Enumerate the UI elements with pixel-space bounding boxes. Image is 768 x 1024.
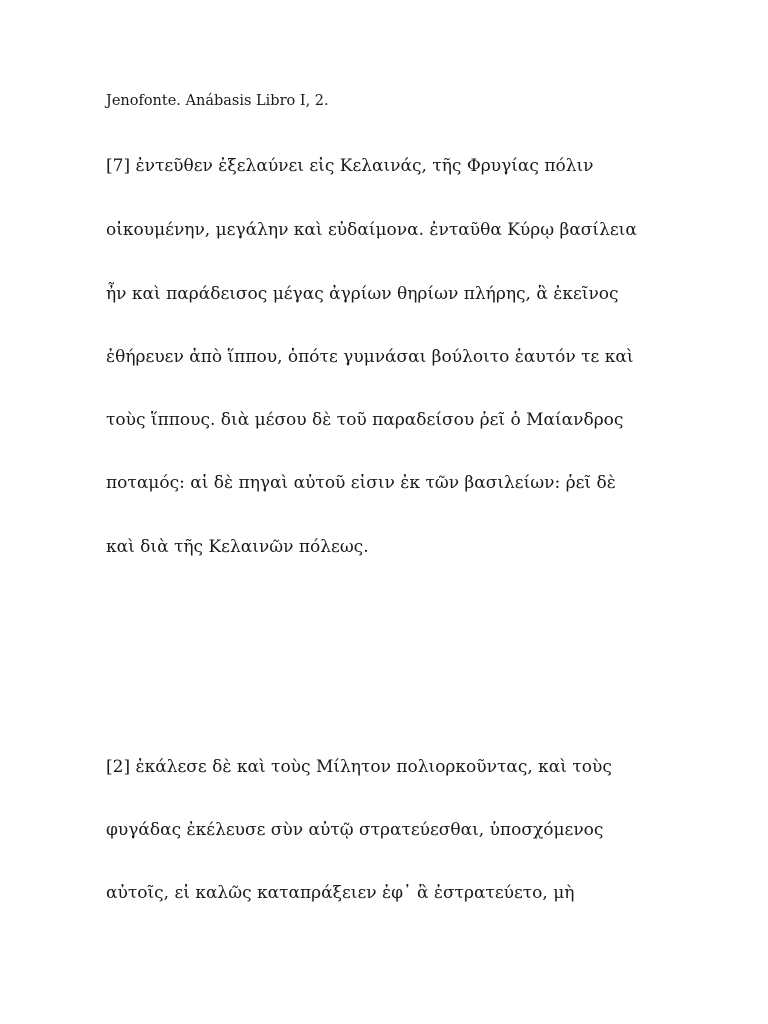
paragraph-line: ποταμός: αἱ δὲ πηγαὶ αὐτοῦ εἰσιν ἐκ τῶν βασιλείων: ῥεῖ δὲ — [106, 473, 616, 493]
paragraph-line: [7] ἐντεῦθεν ἐξελαύνει εἰς Κελαινάς, τῆς Φρυγίας πόλιν — [106, 156, 594, 176]
paragraph-line: καὶ διὰ τῆς Κελαινῶν πόλεως. — [106, 537, 369, 557]
paragraph-line: ἐθήρευεν ἀπὸ ἵππου, ὁπότε γυμνάσαι βούλοιτο ἑαυτόν τε καὶ — [106, 347, 634, 367]
paragraph-line: τοὺς ἵππους. διὰ μέσου δὲ τοῦ παραδείσου ῥεῖ ὁ Μαίανδρος — [106, 410, 624, 430]
paragraph-line: φυγάδας ἐκέλευσε σὺν αὐτῷ στρατεύεσθαι, ὑποσχόμενος — [106, 820, 604, 840]
document-title: Jenofonte. Anábasis Libro I, 2. — [106, 93, 329, 109]
paragraph-line: οἰκουμένην, μεγάλην καὶ εὐδαίμονα. ἐνταῦθα Κύρῳ βασίλεια — [106, 220, 637, 240]
paragraph-line: ἦν καὶ παράδεισος μέγας ἀγρίων θηρίων πλήρης, ἃ ἐκεῖνος — [106, 284, 619, 304]
paragraph-line: αὐτοῖς, εἰ καλῶς καταπράξειεν ἐφ᾽ ἃ ἐστρατεύετο, μὴ — [106, 883, 575, 903]
paragraph-line: [2] ἐκάλεσε δὲ καὶ τοὺς Μίλητον πολιορκοῦντας, καὶ τοὺς — [106, 757, 612, 777]
